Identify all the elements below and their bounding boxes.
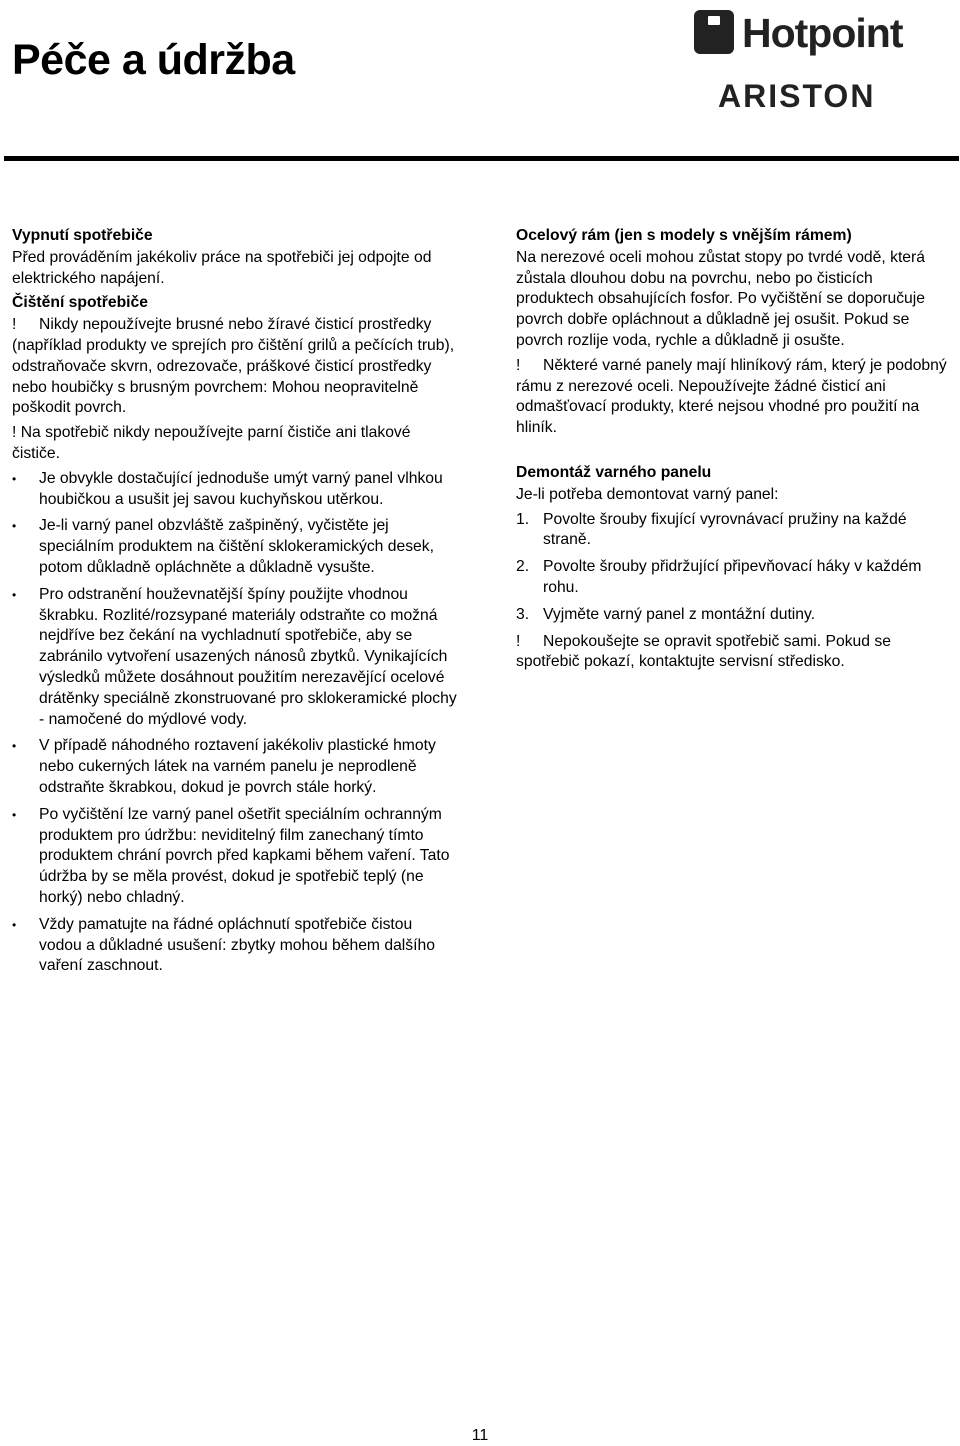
warning-aluminium-frame: ! Některé varné panely mají hliníkový rám, který je podobný rámu z nerezové oceli. Nepoužívejte žádné čisticí ani odmašťovací produkty, které nejsou vhodné pro použití na hliník.: [516, 356, 947, 437]
section-heading-switch-off: Vypnutí spotřebiče: [12, 227, 153, 244]
bullet-icon: •: [12, 519, 17, 534]
page-number: 11: [471, 1427, 489, 1444]
list-item: • Je obvykle dostačující jednoduše umýt varný panel vlhkou houbičkou a usušit jej savou kuchyňskou utěrkou.: [12, 469, 443, 508]
right-column: [516, 226, 954, 677]
disassembly-steps: [516, 510, 954, 626]
paragraph-disconnect: Před prováděním jakékoliv práce na spotřebiči jej odpojte od elektrického napájení.: [12, 248, 432, 287]
step-item: 2. Povolte šrouby přidržující připevňovací háky v každém rohu.: [516, 558, 922, 596]
list-item: • V případě náhodného roztavení jakékoliv plastické hmoty nebo cukerných látek na varném panelu je neprodleně odstraňte škrabkou, dokud je povrch stále horký.: [12, 737, 436, 796]
section-heading-steel-frame: Ocelový rám (jen s modely s vnějším rámem): [516, 227, 852, 244]
section-heading-disassembly: Demontáž varného panelu: [516, 463, 712, 481]
paragraph-steel-frame: Na nerezové oceli mohou zůstat stopy po tvrdé vodě, která zůstala dlouhou dobu na povrchu, nebo po čisticích produktech obsahujících fosfor. Po vyčištění se doporučuje povrch dobře opláchnout a důkladně jej osušit. Pokud se povrch rozlije voda, rychle a důkladně ji osušte.: [516, 248, 925, 349]
bullet-icon: •: [12, 917, 17, 932]
list-item: • Vždy pamatujte na řádné opláchnutí spotřebiče čistou vodou a důkladné usušení: zbytky mohou během dalšího vaření zaschnout.: [12, 915, 435, 975]
bullet-icon: •: [12, 739, 17, 754]
left-column: [12, 226, 457, 983]
step-item: 3. Vyjměte varný panel z montážní dutiny.: [516, 605, 816, 623]
page-title: Péče a údržba: [12, 36, 295, 84]
list-item: • Po vyčištění lze varný panel ošetřit speciálním ochranným produktem pro údržbu: neviditelný film zanechaný tímto produktem chrání povrch před kapkami během vaření. Tato údržba by se měla provést, dokud je spotřebič teplý (ne horký) nebo chladný.: [12, 805, 450, 906]
list-item: • Je-li varný panel obzvláště zašpiněný, vyčistěte jej speciálním produktem na čištění sklokeramických desek, potom důkladně opláchněte a důkladně vysušte.: [12, 517, 434, 576]
warning-abrasives: [12, 315, 457, 419]
step-item: 1. Povolte šrouby fixující vyrovnávací pružiny na každé straně.: [516, 510, 907, 549]
warning-repair: ! Nepokoušejte se opravit spotřebič sami. Pokud se spotřebič pokazí, kontaktujte servisní středisko.: [516, 632, 891, 671]
header-divider: [4, 156, 959, 161]
warning-abrasives-text: Nikdy nepoužívejte brusné nebo žíravé čisticí prostředky (například produkty ve sprejích pro čištění grilů a pečících trub), odstraňovače skvrn, odrezovače, práškové čisticí prostředky nebo houbičky s brusným povrchem: Mohou neopravitelně poškodit povrch.: [12, 316, 455, 417]
warning-steam-text: Na spotřebič nikdy nepoužívejte parní čističe ani tlakové čističe.: [12, 424, 411, 462]
logo-wordmark-top: Hotpoint: [742, 10, 903, 56]
hotpoint-logo-icon: [694, 10, 734, 54]
warning-icon: !: [516, 632, 521, 650]
cleaning-tips-list: [12, 469, 457, 977]
warning-steam: [12, 423, 457, 465]
section-heading-cleaning: Čištění spotřebiče: [12, 294, 148, 312]
warning-icon: !: [12, 424, 17, 442]
warning-icon: !: [516, 356, 521, 374]
bullet-icon: •: [12, 587, 17, 602]
warning-icon: !: [12, 316, 17, 334]
logo-wordmark-bottom: ARISTON: [718, 78, 876, 114]
bullet-icon: •: [12, 471, 17, 486]
hotpoint-ariston-logo: [694, 6, 946, 118]
paragraph-disassembly-intro: Je-li potřeba demontovat varný panel:: [516, 485, 779, 503]
list-item: • Pro odstranění houževnatější špíny použijte vhodnou škrabku. Rozlité/rozsypané materiály odstraňte co možná nejdříve bez čekání na vychladnutí spotřebiče, aby se zabránilo vytvoření usazených nánosů zbytků. Vynikajících výsledků můžete dosáhnout použitím nerezavějící ocelové drátěnky speciálně zkonstruované pro sklokeramické plochy - namočené do mýdlové vody.: [12, 585, 457, 728]
bullet-icon: •: [12, 807, 17, 822]
